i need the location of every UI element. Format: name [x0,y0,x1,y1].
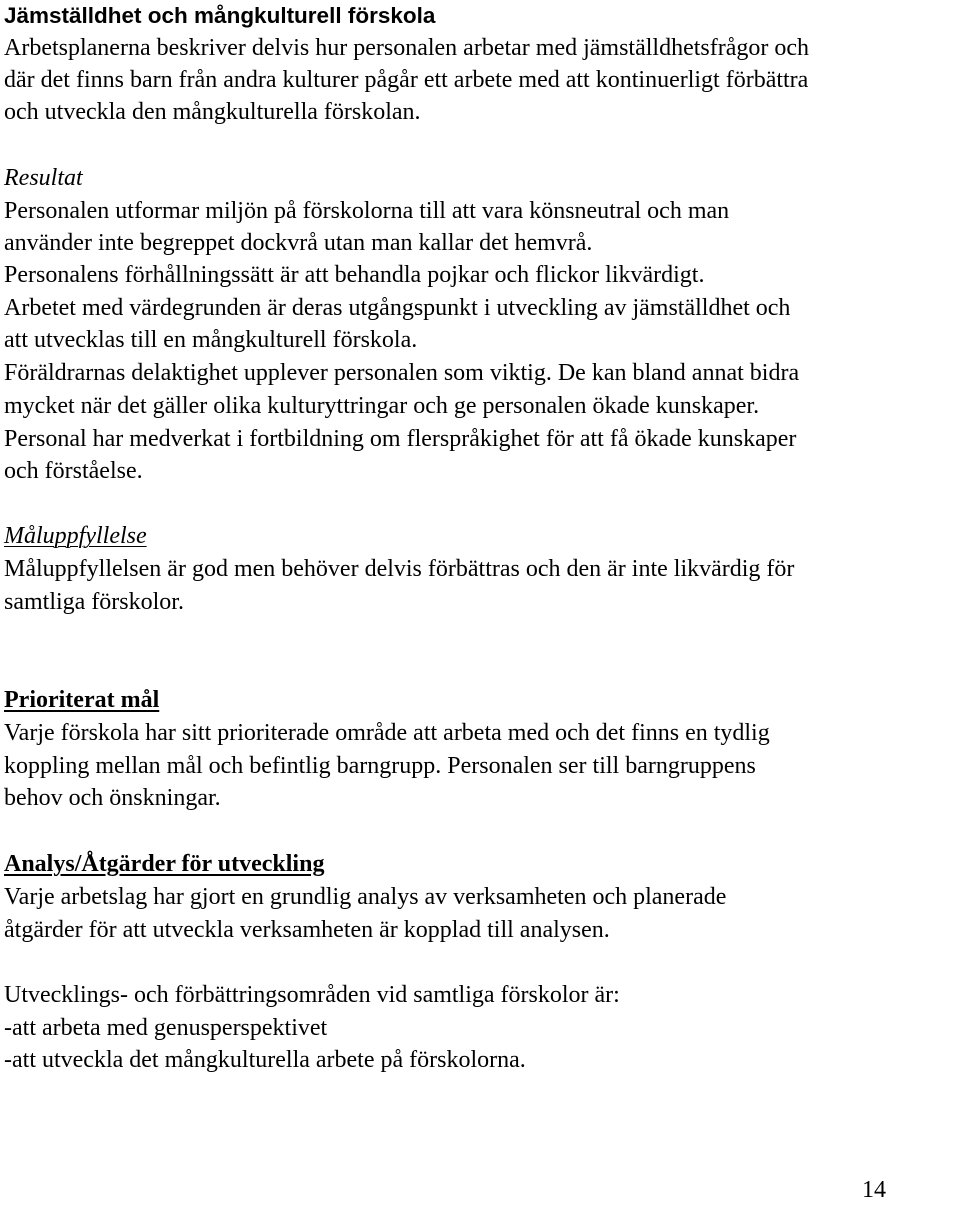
intro-line: Arbetsplanerna beskriver delvis hur personalen arbetar med jämställdhetsfrågor och [4,35,810,61]
analys-heading: Analys/Åtgärder för utveckling [4,851,325,877]
page-number: 14 [862,1177,886,1203]
section-title: Jämställdhet och mångkulturell förskola [4,3,436,28]
intro-line: och utveckla den mångkulturella förskolan. [4,99,421,125]
resultat-heading: Resultat [4,165,83,191]
resultat-line: Personal har medverkat i fortbildning om flerspråkighet för att få ökade kunskaper [4,426,797,452]
maluppfyllelse-heading: Måluppfyllelse [4,523,147,549]
intro-line: där det finns barn från andra kulturer pågår ett arbete med att kontinuerligt förbättra [4,67,809,93]
resultat-line: att utvecklas till en mångkulturell förskola. [4,327,418,353]
resultat-line: Personalen utformar miljön på förskolorna till att vara könsneutral och man [4,198,730,224]
resultat-line: och förståelse. [4,458,143,484]
prioriterat-mal-heading: Prioriterat mål [4,687,160,713]
utveckling-line: Utvecklings- och förbättringsområden vid samtliga förskolor är: [4,982,620,1008]
maluppfyllelse-line: Måluppfyllelsen är god men behöver delvis förbättras och den är inte likvärdig för [4,556,795,582]
prioriterat-mal-line: Varje förskola har sitt prioriterade område att arbeta med och det finns en tydlig [4,720,770,746]
maluppfyllelse-line: samtliga förskolor. [4,589,184,615]
resultat-line: Föräldrarnas delaktighet upplever personalen som viktig. De kan bland annat bidra [4,360,800,386]
prioriterat-mal-line: behov och önskningar. [4,785,221,811]
analys-line: åtgärder för att utveckla verksamheten är kopplad till analysen. [4,917,610,943]
resultat-line: mycket när det gäller olika kulturyttringar och ge personalen ökade kunskaper. [4,393,760,419]
utveckling-line: -att utveckla det mångkulturella arbete på förskolorna. [4,1047,526,1073]
utveckling-line: -att arbeta med genusperspektivet [4,1015,328,1041]
resultat-line: Personalens förhållningssätt är att behandla pojkar och flickor likvärdigt. [4,262,705,288]
resultat-line: Arbetet med värdegrunden är deras utgångspunkt i utveckling av jämställdhet och [4,295,791,321]
prioriterat-mal-line: koppling mellan mål och befintlig barngrupp. Personalen ser till barngruppens [4,753,756,779]
resultat-line: använder inte begreppet dockvrå utan man kallar det hemvrå. [4,230,593,256]
analys-line: Varje arbetslag har gjort en grundlig analys av verksamheten och planerade [4,884,727,910]
